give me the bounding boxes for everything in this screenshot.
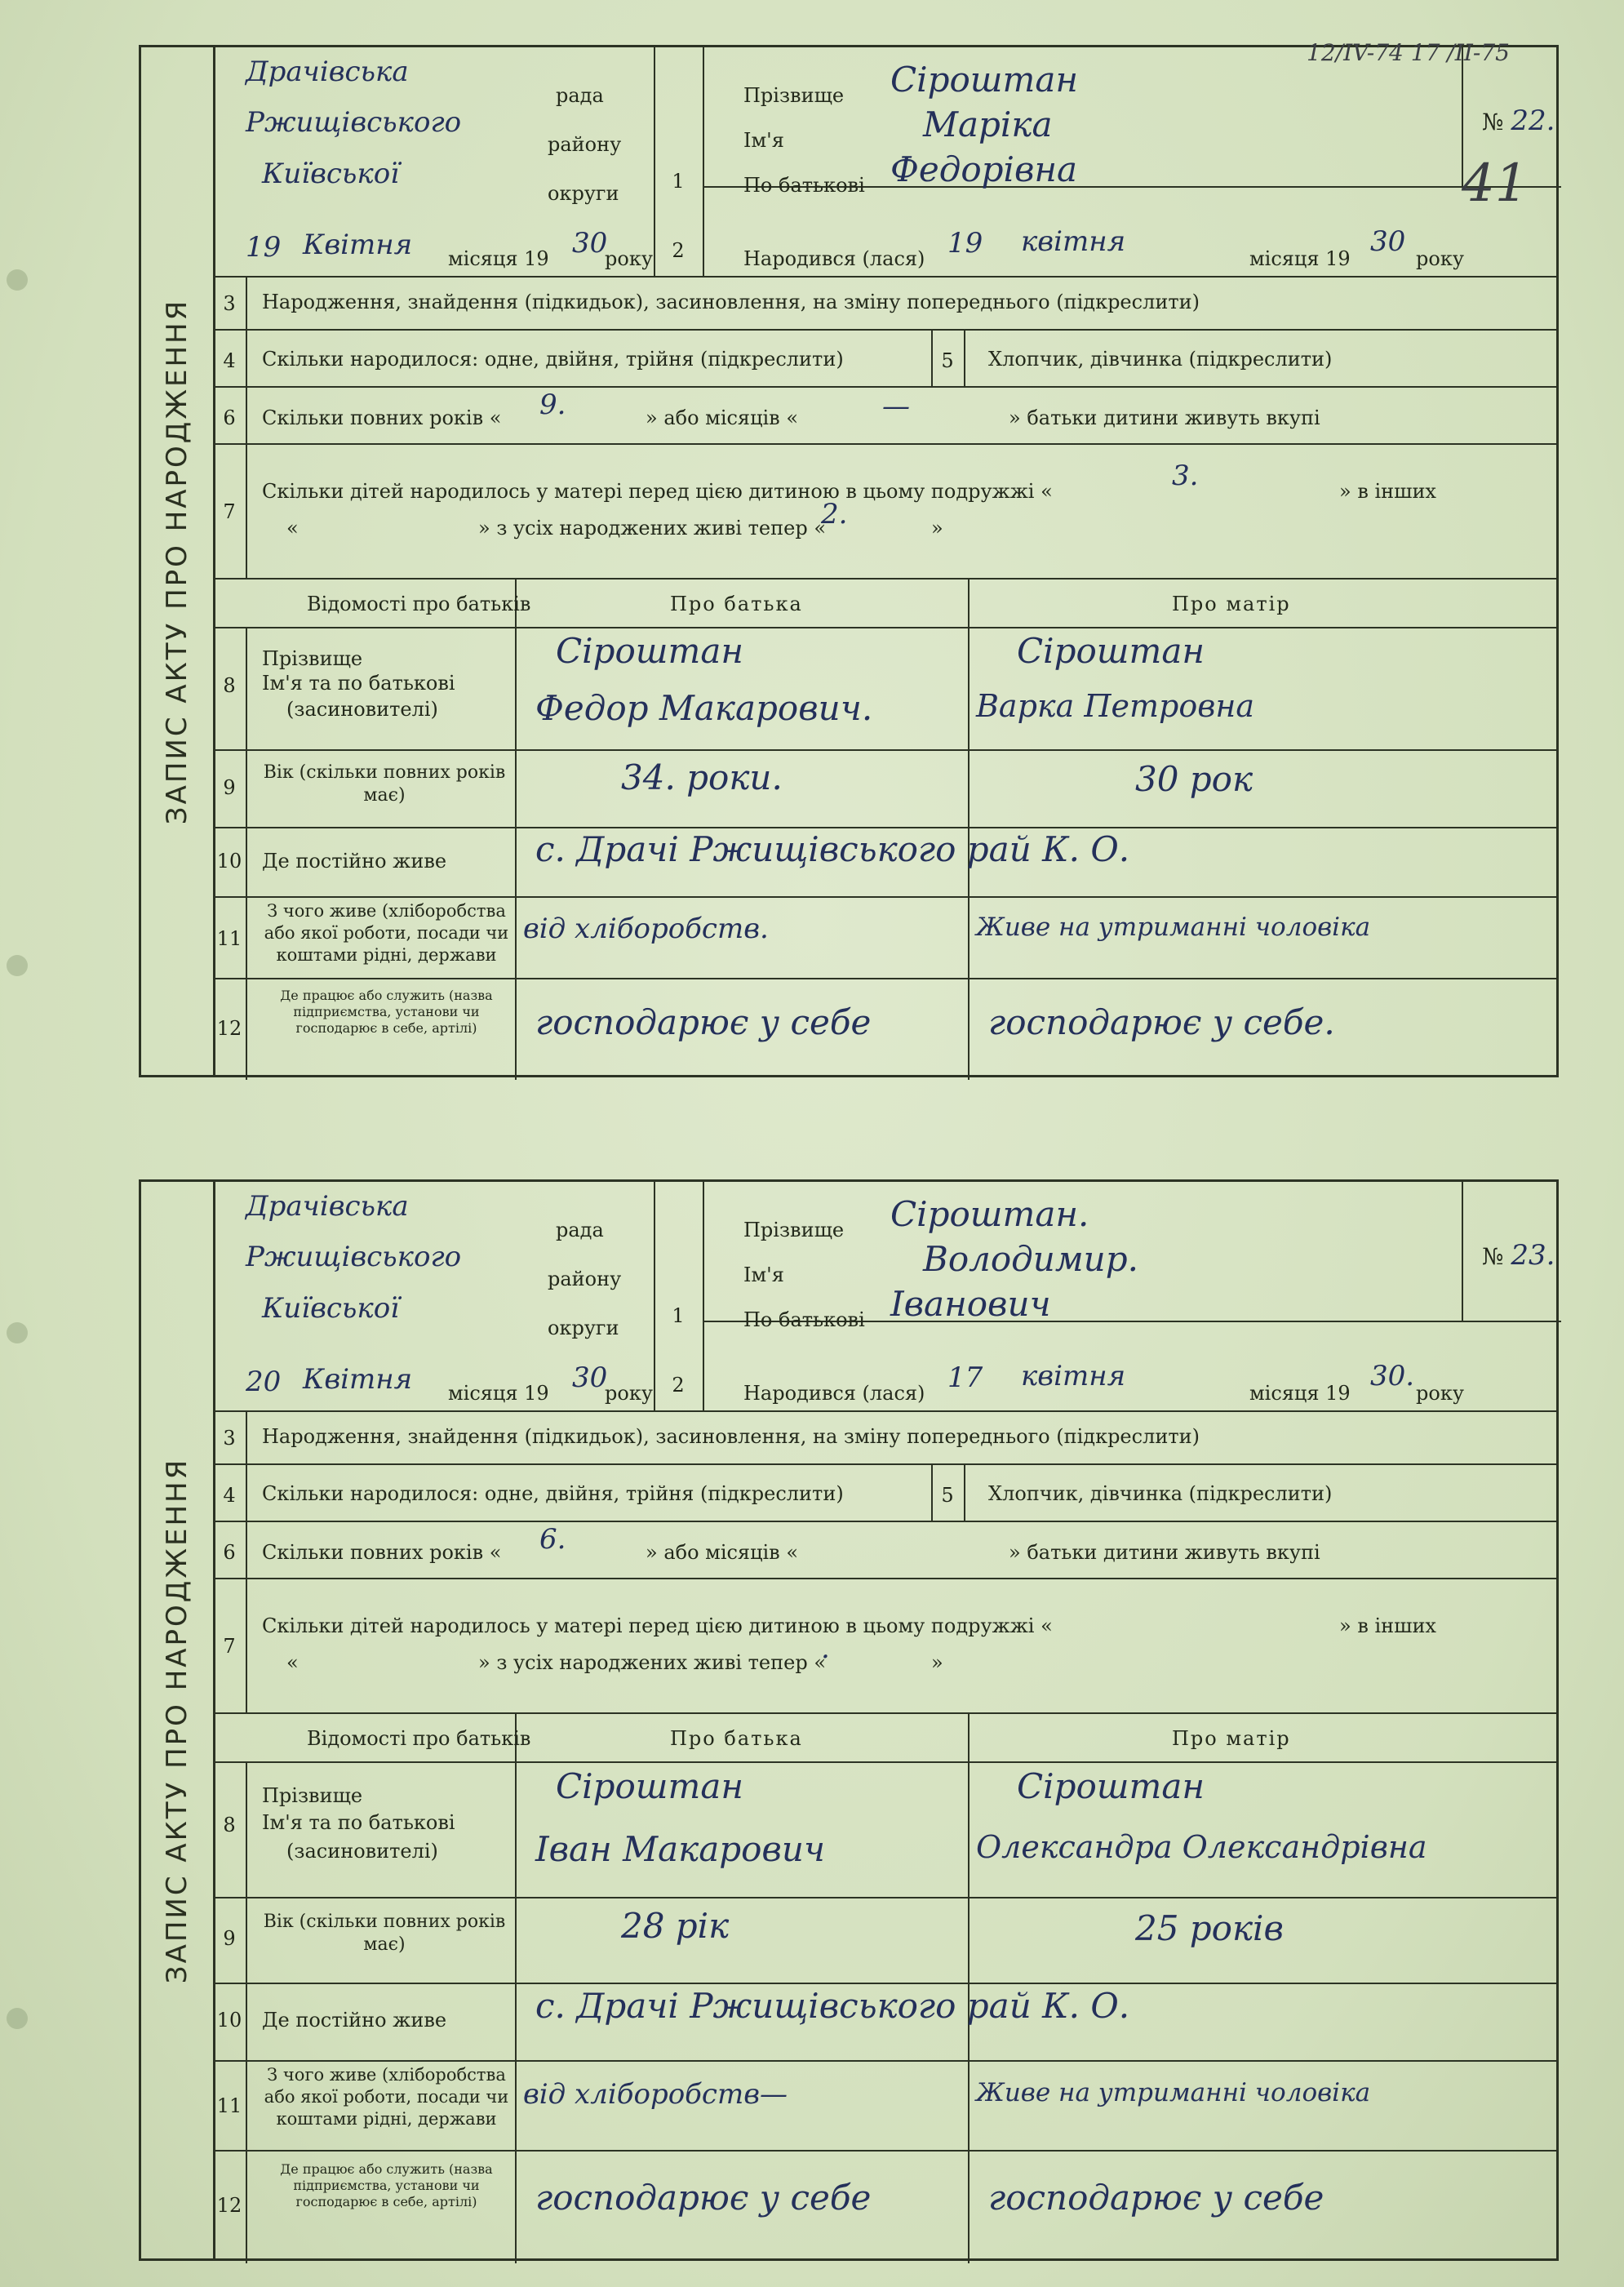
row6-text-c: » батьки дитини живуть вкупі	[1009, 1541, 1320, 1564]
row8-label-1: Прізвище	[262, 1784, 363, 1807]
punch-hole	[7, 2008, 28, 2029]
rada-value: Драчівська	[246, 1190, 409, 1223]
col-info-header: Відомості про батьків	[307, 593, 531, 615]
row3-text: Народження, знайдення (підкидьок), засиновлення, на зміну попереднього (підкреслити)	[262, 291, 1200, 313]
child-surname-label: Прізвище	[743, 1219, 845, 1241]
okruha-value: Київської	[262, 1292, 400, 1325]
reg-date-month-label: місяця 19	[448, 247, 549, 270]
child-name: Володимир.	[923, 1239, 1138, 1279]
child-surname-label: Прізвище	[743, 84, 845, 107]
row11-label: З чого живе (хліборобства або якої роботи, посади чи коштами рідні, держави	[264, 2065, 509, 2129]
father-work: господарює у себе	[535, 2178, 872, 2218]
row9-label: Вік (скільки повних років має)	[263, 1912, 506, 1955]
child-patronymic-label: По батькові	[743, 1308, 865, 1331]
child-patronymic-label: По батькові	[743, 174, 865, 197]
reg-date-year-label: року	[605, 1382, 653, 1405]
reg-date-month: Квітня	[303, 229, 413, 261]
mother-work: господарює у себе	[988, 2178, 1324, 2218]
mother-income: Живе на утриманні чоловіка	[976, 913, 1371, 942]
born-month-label: місяця 19	[1249, 1382, 1351, 1405]
row12-label: Де працює або служить (назва підприємства, установи чи господарює в себе, артілі)	[280, 2161, 493, 2209]
row7-text-d: » з усіх народжених живі тепер «	[478, 1651, 827, 1674]
reg-date-month-label: місяця 19	[448, 1382, 549, 1405]
father-surname: Сіроштан	[556, 631, 744, 671]
mother-age: 25 років	[1135, 1908, 1284, 1948]
row10-label: Де постійно живе	[262, 850, 447, 873]
row5-text: Хлопчик, дівчинка (підкреслити)	[988, 1482, 1333, 1505]
birth-record-1	[139, 39, 1559, 1077]
rada-value: Драчівська	[246, 56, 409, 88]
col-mother-header: Про матір	[1172, 1727, 1291, 1750]
mother-work: господарює у себе.	[988, 1002, 1335, 1042]
row8-label-2: Ім'я та по батькові	[262, 672, 455, 695]
row8-label-3: (засиновителі)	[286, 1840, 438, 1863]
row9-label: Вік (скільки повних років має)	[263, 762, 506, 806]
row6-years: 9.	[539, 389, 566, 421]
row6-years: 6.	[539, 1523, 566, 1556]
row7-text-a: Скільки дітей народилось у матері перед цією дитиною в цьому подружжі «	[262, 480, 1053, 503]
row8-label-1: Прізвище	[262, 647, 363, 670]
row8-label-2: Ім'я та по батькові	[262, 1811, 455, 1834]
reg-date-year-label: року	[605, 247, 653, 270]
col-father-header: Про батька	[670, 1727, 803, 1750]
record-number: № 23.	[1482, 1239, 1555, 1272]
okruha-label: округи	[548, 182, 619, 205]
residence: с. Драчі Ржищівського рай К. О.	[535, 1986, 1130, 2026]
okruha-label: округи	[548, 1317, 619, 1339]
row7-value-2: 2.	[821, 498, 848, 531]
row7-text-a: Скільки дітей народилось у матері перед цією дитиною в цьому подружжі «	[262, 1614, 1053, 1637]
punch-hole	[7, 269, 28, 291]
child-name-label: Ім'я	[743, 1263, 784, 1286]
col-info-header: Відомості про батьків	[307, 1727, 531, 1750]
father-age: 28 рік	[621, 1906, 730, 1946]
reg-date-day: 19	[246, 231, 282, 264]
pencil-date-note: 12/ІV-74 17 /ІІ-75	[1307, 39, 1510, 66]
record-form: 1 2 Драчівська рада Ржищівського району Київської округи 20 Квітня місяця 19 30 року Прізвище Сіроштан. Ім'я Володимир. По батькові Іванович Народився (лася) 17 квітня місяця 19 30. року № 23. 3 4 5 6 7 Народження, знайдення (підкидьок), засиновлення, на зміну попереднього (підкреслити) Скільки народилося: одне, двійня, трійня (підкреслити) Хлопчик, дівчинка (підкреслити) Скільки повних років « 6. » або місяців « » батьки дитини живуть вкупі Скільки дітей народилось у матері перед цією дитиною в цьому подружжі « » в інших « » з усіх народжених живі тепер « . » Відомості про батьків Про батька Про матір 8 Прізвище Ім'я та по батькові (засиновителі) Сіроштан Іван Макарович Сіроштан Олександра Олександрівна 9 Вік (скільки повних років має) 28 рік 25 років 10 Де постійно живе с. Драчі Ржищівського рай К. О. 11 З чого живе (хліборобства або якої роботи, посади чи коштами рідні, держави від хліборобств— Живе на утриманні чоловіка 12 Де працює або служить (назва підприємства, установи чи господарює в себе, артілі) господарює у себе господарює у себе	[213, 1182, 1556, 2258]
raion-label: району	[548, 133, 622, 156]
child-name-label: Ім'я	[743, 129, 784, 152]
reg-date-month: Квітня	[303, 1363, 413, 1396]
row7-text-c: «	[286, 1651, 299, 1674]
row4-text: Скільки народилося: одне, двійня, трійня (підкреслити)	[262, 1482, 844, 1505]
father-income: від хліборобств.	[523, 913, 769, 945]
born-day: 19	[947, 227, 983, 260]
born-day: 17	[947, 1361, 983, 1394]
row6-months: —	[882, 390, 910, 423]
raion-value: Ржищівського	[246, 1241, 462, 1273]
row6-text-a: Скільки повних років «	[262, 406, 502, 429]
born-year: 30.	[1370, 1360, 1415, 1392]
born-month-label: місяця 19	[1249, 247, 1351, 270]
row7-text-b: » в інших	[1339, 480, 1436, 503]
row6-text-b: » або місяців «	[646, 406, 799, 429]
col-mother-header: Про матір	[1172, 593, 1291, 615]
row8-label-3: (засиновителі)	[286, 698, 438, 721]
father-name: Іван Макарович	[535, 1829, 826, 1869]
punch-hole	[7, 955, 28, 976]
born-year-label: року	[1416, 247, 1464, 270]
row7-value-1: 3.	[1172, 460, 1199, 492]
reg-date-year: 30	[572, 227, 608, 260]
rada-label: рада	[556, 1219, 604, 1241]
record-side-title: ЗАПИС АКТУ ПРО НАРОДЖЕННЯ	[141, 47, 215, 1075]
row5-text: Хлопчик, дівчинка (підкреслити)	[988, 348, 1333, 371]
raion-value: Ржищівського	[246, 106, 462, 139]
row7-text-e: »	[931, 517, 943, 540]
child-surname: Сіроштан.	[890, 1194, 1089, 1234]
child-patronymic: Іванович	[890, 1284, 1051, 1324]
col-father-header: Про батька	[670, 593, 803, 615]
okruha-value: Київської	[262, 158, 400, 190]
born-year-label: року	[1416, 1382, 1464, 1405]
mother-name: Варка Петровна	[976, 688, 1254, 724]
row11-label: З чого живе (хліборобства або якої роботи, посади чи коштами рідні, держави	[264, 901, 509, 965]
row6-text-a: Скільки повних років «	[262, 1541, 502, 1564]
child-name: Маріка	[923, 104, 1053, 144]
row6-text-b: » або місяців «	[646, 1541, 799, 1564]
born-month: квітня	[1021, 225, 1126, 258]
father-income: від хліборобств—	[523, 2078, 788, 2111]
mother-surname: Сіроштан	[1017, 1766, 1205, 1806]
born-label: Народився (лася)	[743, 1382, 925, 1405]
father-work: господарює у себе	[535, 1002, 872, 1042]
row7-text-e: »	[931, 1651, 943, 1674]
reg-date-day: 20	[246, 1366, 282, 1398]
child-patronymic: Федорівна	[890, 149, 1078, 189]
born-year: 30	[1370, 225, 1406, 258]
record-number: № 22.	[1482, 104, 1555, 137]
child-surname: Сіроштан	[890, 60, 1079, 100]
father-surname: Сіроштан	[556, 1766, 744, 1806]
mother-age: 30 рок	[1135, 759, 1253, 799]
record-side-title: ЗАПИС АКТУ ПРО НАРОДЖЕННЯ	[141, 1182, 215, 2258]
row3-text: Народження, знайдення (підкидьок), засиновлення, на зміну попереднього (підкреслити)	[262, 1425, 1200, 1448]
row6-text-c: » батьки дитини живуть вкупі	[1009, 406, 1320, 429]
row10-label: Де постійно живе	[262, 2009, 447, 2032]
birth-record-2	[139, 1179, 1559, 2261]
row12-label: Де працює або служить (назва підприємства, установи чи господарює в себе, артілі)	[280, 988, 493, 1036]
rada-label: рада	[556, 84, 604, 107]
row7-value-2: .	[821, 1632, 830, 1665]
born-label: Народився (лася)	[743, 247, 925, 270]
pencil-number-note: 41	[1462, 153, 1529, 214]
row4-text: Скільки народилося: одне, двійня, трійня (підкреслити)	[262, 348, 844, 371]
row7-text-b: » в інших	[1339, 1614, 1436, 1637]
record-form: 1 2 Драчівська рада Ржищівського району Київської округи 19 Квітня місяця 19 30 року Прізвище Сіроштан Ім'я Маріка По батькові Федорівна Народився (лася) 19 квітня місяця 19 30 року № 22. 3 4 5 6 7 Народження, знайдення (підкидьок), засиновлення, на зміну попереднього (підкреслити) Скільки народилося: одне, двійня, трійня (підкреслити) Хлопчик, дівчинка (підкреслити) Скільки повних років « 9. » або місяців « — » батьки дитини живуть вкупі Скільки дітей народилось у матері перед цією дитиною в цьому подружжі « 3. » в інших « » з усіх народжених живі тепер « 2. » Відомості про батьків Про батька Про матір 8 Прізвище Ім'я та по батькові (засиновителі) Сіроштан Федор Макарович. Сіроштан Варка Петровна 9 Вік (скільки повних років має) 34. роки. 30 рок 10 Де постійно живе с. Драчі Ржищівського рай К. О. 11 З чого живе (хліборобства або якої роботи, посади чи коштами рідні, держави від хліборобств. Живе на утриманні чоловіка 12 Де працює або служить (назва підприємства, установи чи господарює в себе, артілі) господарює у себе господарює у себе. 12/ІV-74 17 /ІІ-75 41	[213, 47, 1556, 1075]
residence: с. Драчі Ржищівського рай К. О.	[535, 829, 1130, 869]
born-month: квітня	[1021, 1360, 1126, 1392]
row7-text-d: » з усіх народжених живі тепер «	[478, 517, 827, 540]
mother-surname: Сіроштан	[1017, 631, 1205, 671]
row7-text-c: «	[286, 517, 299, 540]
father-age: 34. роки.	[621, 757, 783, 797]
mother-income: Живе на утриманні чоловіка	[976, 2078, 1371, 2107]
father-name: Федор Макарович.	[535, 688, 873, 728]
raion-label: району	[548, 1268, 622, 1290]
mother-name: Олександра Олександрівна	[976, 1829, 1427, 1865]
punch-hole	[7, 1322, 28, 1343]
reg-date-year: 30	[572, 1361, 608, 1394]
